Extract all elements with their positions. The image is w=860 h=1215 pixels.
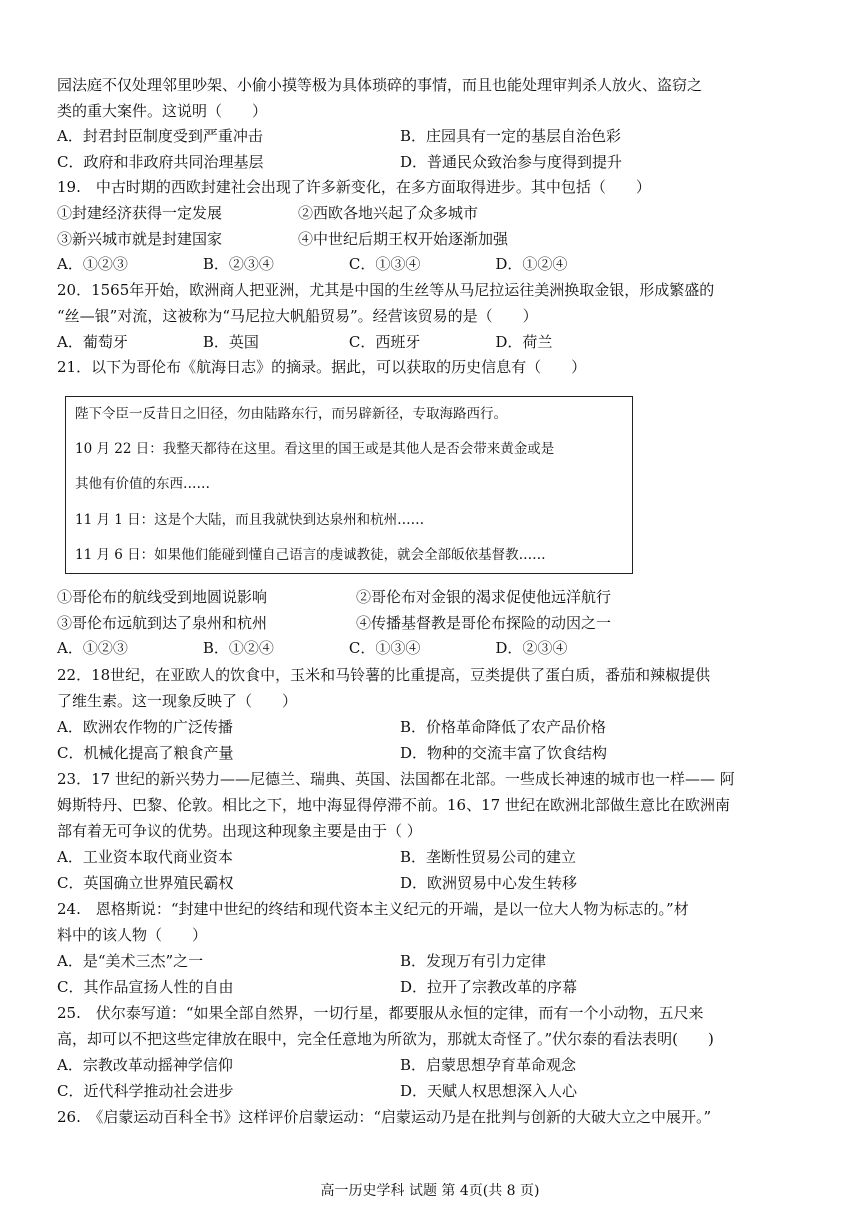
log-line-3: 其他有价值的东西…… [75, 476, 210, 492]
q24-option-d: D．拉开了宗教改革的序幕 [400, 978, 578, 996]
q18-option-a: A．封君封臣制度受到严重冲击 [57, 127, 263, 145]
log-line-5: 11 月 6 日：如果他们能碰到懂自己语言的虔诚教徒，就会全部皈依基督教…… [75, 547, 546, 563]
q19-item-4: ④中世纪后期王权开始逐渐加强 [298, 230, 509, 248]
q25-stem-line-1: 25. 伏尔泰写道：“如果全部自然界，一切行星，都要服从永恒的定律，而有一个小动物，五尺来 [57, 1004, 704, 1022]
q25-option-d: D．天赋人权思想深入人心 [400, 1082, 578, 1100]
q19-item-3: ③新兴城市就是封建国家 [57, 230, 223, 248]
q23-option-a: A．工业资本取代商业资本 [57, 848, 233, 866]
q25-option-b: B．启蒙思想孕育革命观念 [400, 1056, 577, 1074]
q23-stem-line-2: 姆斯特丹、巴黎、伦敦。相比之下，地中海显得停滞不前。16、17 世纪在欧洲北部做生意比在欧洲南 [57, 796, 730, 814]
q25-option-a: A．宗教改革动摇神学信仰 [57, 1056, 233, 1074]
q24-stem-line-1: 24. 恩格斯说：“封建中世纪的终结和现代资本主义纪元的开端，是以一位大人物为标志的。”材 [57, 900, 689, 918]
q23-option-d: D．欧洲贸易中心发生转移 [400, 874, 578, 892]
q18-option-d: D．普通民众致治参与度得到提升 [400, 153, 623, 171]
q22-option-c: C．机械化提高了粮食产量 [57, 744, 234, 762]
q21-item-2: ②哥伦布对金银的渴求促使他远洋航行 [356, 588, 612, 606]
q18-stem-line-1: 园法庭不仅处理邻里吵架、小偷小摸等极为具体琐碎的事情，而且也能处理审判杀人放火、盗窃之 [57, 76, 703, 94]
q23-stem-line-1: 23．17 世纪的新兴势力——尼德兰、瑞典、英国、法国都在北部。一些成长神速的城市也一样—— 阿 [57, 770, 735, 788]
q20-stem-line-2: “丝—银”对流，这被称为“马尼拉大帆船贸易”。经营该贸易的是（ ） [57, 307, 538, 325]
q21-item-4: ④传播基督教是哥伦布探险的动因之一 [356, 614, 612, 632]
q22-option-b: B．价格革命降低了农产品价格 [400, 718, 607, 736]
q24-stem-line-2: 料中的该人物（ ） [57, 926, 208, 944]
q21-item-3: ③哥伦布远航到达了泉州和杭州 [57, 614, 268, 632]
q18-option-b: B．庄园具有一定的基层自治色彩 [400, 127, 622, 145]
log-line-2: 10 月 22 日：我整天都待在这里。看这里的国王或是其他人是否会带来黄金或是 [75, 441, 555, 457]
q25-stem-line-2: 高，却可以不把这些定律放在眼中，完全任意地为所欲为，那就太奇怪了。”伏尔泰的看法表明( ) [57, 1030, 714, 1048]
q19-item-1: ①封建经济获得一定发展 [57, 204, 223, 222]
q19-options: A．①②③ B．②③④ C．①③④ D．①②④ [57, 255, 568, 273]
log-line-1: 陛下令臣一反昔日之旧径，勿由陆路东行，而另辟新径，专取海路西行。 [75, 406, 507, 422]
q22-option-a: A．欧洲农作物的广泛传播 [57, 718, 233, 736]
log-excerpt-box [65, 396, 633, 574]
q20-stem-line-1: 20．1565年开始，欧洲商人把亚洲，尤其是中国的生丝等从马尼拉运往美洲换取金银，形成繁盛的 [57, 281, 715, 299]
q21-stem: 21．以下为哥伦布《航海日志》的摘录。据此，可以获取的历史信息有（ ） [57, 358, 587, 376]
q23-option-b: B．垄断性贸易公司的建立 [400, 848, 577, 866]
q26-stem: 26. 《启蒙运动百科全书》这样评价启蒙运动：“启蒙运动乃是在批判与创新的大破大立之中展开。” [57, 1108, 712, 1126]
page-footer: 高一历史学科 试题 第 4页(共 8 页) [320, 1183, 540, 1199]
q24-option-a: A．是“美术三杰”之一 [57, 952, 204, 970]
q22-option-d: D．物种的交流丰富了饮食结构 [400, 744, 608, 762]
q18-option-c: C．政府和非政府共同治理基层 [57, 153, 264, 171]
q21-options: A．①②③ B．①②④ C．①③④ D．②③④ [57, 639, 568, 657]
q22-stem-line-2: 了维生素。这一现象反映了（ ） [57, 692, 298, 710]
q18-stem-line-2: 类的重大案件。这说明（ ） [57, 102, 268, 120]
q25-option-c: C．近代科学推动社会进步 [57, 1082, 234, 1100]
q24-option-c: C．其作品宣扬人性的自由 [57, 978, 234, 996]
q24-option-b: B．发现万有引力定律 [400, 952, 547, 970]
q19-item-2: ②西欧各地兴起了众多城市 [298, 204, 479, 222]
q19-stem: 19. 中古时期的西欧封建社会出现了许多新变化，在多方面取得进步。其中包括（ ） [57, 178, 651, 196]
q23-option-c: C．英国确立世界殖民霸权 [57, 874, 234, 892]
q20-options: A．葡萄牙 B．英国 C．西班牙 D．荷兰 [57, 333, 553, 351]
q21-item-1: ①哥伦布的航线受到地圆说影响 [57, 588, 268, 606]
q23-stem-line-3: 部有着无可争议的优势。出现这种现象主要是由于（ ） [57, 822, 422, 840]
log-line-4: 11 月 1 日：这是个大陆，而且我就快到达泉州和杭州…… [75, 512, 425, 528]
q22-stem-line-1: 22．18世纪，在亚欧人的饮食中，玉米和马铃薯的比重提高，豆类提供了蛋白质，番茄和辣椒提供 [57, 666, 711, 684]
